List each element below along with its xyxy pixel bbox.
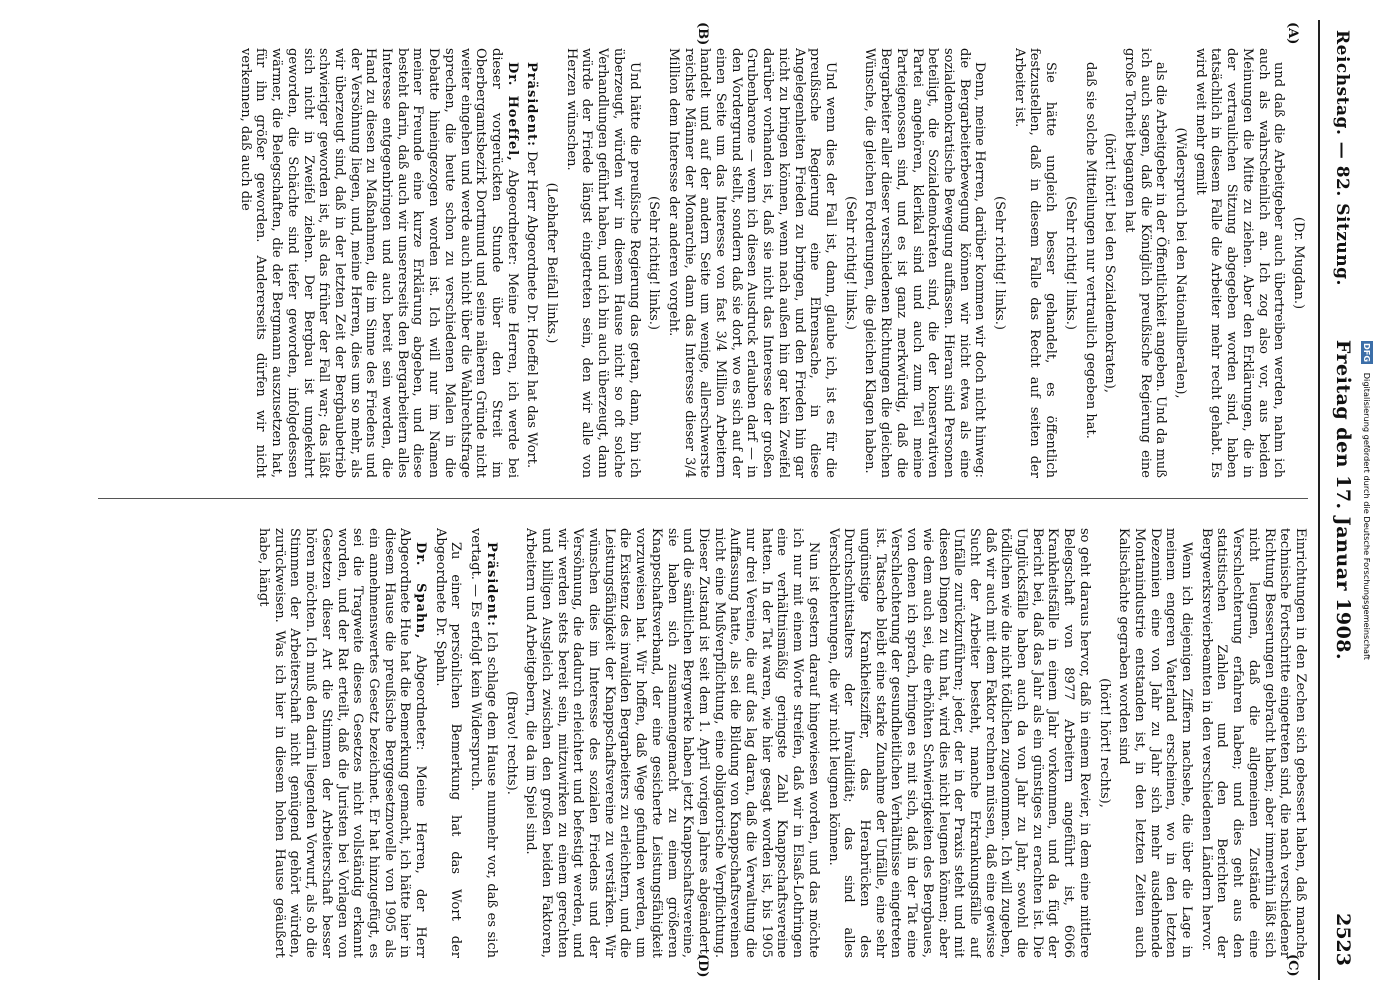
paragraph: Sie hätte ungleich besser gehandelt, es öffentlich festzustellen, daß in diesem Falle das Recht auf seiten der Arbeiter ist. [1011,48,1059,478]
speech-text: Abgeordneter: Meine Herren, der Herr Abgeordnete Hue hat die Bemerkung gemacht, ich hätte hier in diesem Hause die preußische Berggesetznovelle von 1905 als ein annehmenswertes Gesetz bezeichnet. Er hat hinzugefügt, es sei die Tragweite dieses Gesetzes nicht vollständig erkannt worden, und der Rat erteilt, daß die Juristen bei Vorlagen von Gesetzen dieser Art die Stimmen der Arbeiterschaft besser hören möchten. Ich muß den darin liegenden Vorwurf, als ob die Stimmen der Arbeiterschaft nicht genügend gehört würden, zurückweisen. Was ich hier in diesem hohen Hause geäußert habe, hängt [256,528,429,958]
left-column [98,48,1308,478]
header-session: Reichstag. — 82. Sitzung. [1332,30,1352,286]
column-divider [98,498,1308,499]
interjection: (hört! hört! rechts), [1096,678,1112,808]
margin-marker-b: (B) [695,22,710,46]
right-column [98,528,1308,958]
paragraph: so geht daraus hervor, daß in einem Revier, in dem eine mittlere Belegschaft von 8977 Arbeitern angeführt ist, 6066 Krankheitsfälle in einem Jahr vorkommen, und da fügt der Bericht bei, daß das Jahr als ein günstiges zu erachten ist. Die Unglücksfälle haben auch da von Jahr zu Jahr, sowohl die tödlichen wie die nicht tödlichen zugenommen. Ich will zugeben, daß wir auch mit dem Faktor rechnen müssen, daß eine gewisse Sucht der Arbeiter besteht, manche Erkrankungsfälle auf Unfälle zurückzuführen; jeder, der in der Praxis steht und mit diesen Dingen zu tun hat, wird dies nicht leugnen können; aber wie dem auch sei, die erhöhten Schwierigkeiten des Bergbaues, von denen ich sprach, bringen es mit sich, daß in der Tat eine Verschlechterung der gesundheitlichen Verhältnisse eingetreten ist. Tatsache bleibt eine starke Zunahme der Unfälle, eine sehr ungünstige Krankheitsziffer, das Herabrücken des Durchschnittsalters der Invalidität; das sind alles Verschlechterungen, die wir nicht leugnen können. [825,528,1092,958]
paragraph: und daß die Arbeitgeber auch übertreiben werden, nahm ich auch als wahrscheinlich an. Ich zog also vor, aus beiden Meinungen die Mitte zu ziehen. Aber den Erklärungen, die in der vertraulichen Sitzung abgegeben worden sind, haben tatsächlich in diesem Falle die Arbeiter mehr recht gehabt. Es wird weit mehr gemilt [1192,48,1287,478]
margin-marker-d: (D) [695,954,710,978]
interjection: (Lebhafter Beifall links.) [544,182,560,344]
digitization-credit [1355,10,1373,990]
paragraph: Denn, meine Herren, darüber kommen wir doch nicht hinweg: die Bergarbeiterbewegung können wir nicht etwa als eine sozialdemokratische Bewegung auffassen. Hieran sind Personen beteiligt, die Sozialdemokraten sind, die der konservativen Partei angehören, klerikal sind und auch zum Teil meine Parteigenossen sind, und es ist ganz merkwürdig, daß die Bergarbeiter aller dieser verschiedenen Richtungen die gleichen Wünsche, die gleichen Forderungen, die gleichen Klagen haben. [862,48,988,478]
speaker-name: Dr. Spahn, [413,542,429,640]
speech-text: Ich schlage dem Hause nunmehr vor, daß es sich vertagt. — Es erfolgt kein Widerspruch. [468,528,499,958]
scanned-page [60,20,1360,980]
speech-text: Abgeordneter: Meine Herren, ich werde bei dieser vorgerückten Stunde über den Streit im Oberbergamtsbezirk Dortmund und seine näheren Gründe nicht weiter eingehen und werde auch nicht über die Wahlrechtsfrage sprechen, die heute schon zu verschiedenen Malen in die Debatte hineingezogen worden ist. Ich will nur im Namen meiner Freunde eine kurze Erklärung abgeben, und diese besteht darin, daß auch wir unsererseits den Bergarbeitern alles Interesse entgegenbringen und auch bereit sein werden, die Hand zu diesen zu Maßnahmen, die im Sinne des Friedens und der Versöhnung liegen, und, meine Herren, dies um so mehr, als wir überzeugt sind, daß in der letzten Zeit der Bergbaubetrieb schwieriger geworden ist, als das früher der Fall war; das läßt sich nicht in Zweifel ziehen. Der Bergbau ist umgekehrt geworden, die Schächte sind tiefer geworden, infolgedessen wärmer, die Belegschaften, die der Bergmann auszusetzen hat, für ihn größer geworden. Andererseits dürfen wir nicht verkennen, daß auch die [237,48,520,478]
paragraph [255,528,428,958]
interjection: (hört! hört! bei den Sozialdemokraten), [1102,132,1118,394]
paragraph [237,48,520,478]
header-date: Freitag den 17. Januar 1908. [1332,339,1354,661]
interjection: (Sehr richtig! links.) [1062,196,1078,330]
interjection: (Sehr richtig! links.) [992,196,1008,330]
paragraph: Zu einer persönlichen Bemerkung hat das Wort der Abgeordnete Dr. Spahn. [432,528,464,958]
paragraph: als die Arbeitgeber in der Öffentlichkeit angeben. Und da muß ich auch sagen, daß die Königlich preußische Regierung eine große Torheit begangen hat [1121,48,1169,478]
paragraph: Nun ist gestern darauf hingewiesen worden, und das möchte ich nur mit einem Worte streifen, daß wir in Elsaß-Lothringen eine verhältnismäßig geringste Zahl Knappschaftsvereine hatten. In der Tat waren, wie hier gesagt worden ist, bis 1905 nur drei Vereine, die auf das lag daran, daß die Verwaltung die Auffassung hatte, als sei die Bildung von Knappschaftsvereinen nicht eine Mußverpflichtung, eine obligatorische Verpflichtung. Dieser Zustand ist seit dem 1. April vorigen Jahres abgeändert, und die sämtlichen Bergwerke haben jetzt Knappschaftsvereine, sie haben sich zusammengemacht zu einem größeren Knappschaftsverband, der eine gesicherte Leistungsfähigkeit vorzuweisen hat. Wir hoffen, daß Wege gefunden werden, um die Existenz des invaliden Bergarbeiters zu erleichtern, und die Leistungsfähigkeit der Knappschaftsvereine zu verstärken. Wir wünschen dies im Interesse des sozialen Friedens und der Versöhnung, die dadurch erleichtert und befestigt werden, und wir werden stets bereit sein, mitzuwirken zu einem gerechten und billigen Ausgleich zwischen den großen beiden Faktoren, Arbeitern und Arbeitgebern, die da im Spiel sind. [523,528,821,958]
speech-text: Der Herr Abgeordnete Dr. Hoeffel hat das Wort. [524,151,540,469]
interjection: (Sehr richtig! links.) [646,196,662,330]
paragraph: daß sie solche Mitteilungen nur vertraulich gegeben hat. [1082,62,1098,439]
interjection: (Bravo! rechts). [503,691,519,795]
dfg-logo: DFG [1362,342,1372,362]
margin-marker-a: (A) [1285,22,1300,45]
page-number: 2523 [1332,913,1354,966]
paragraph: Und wenn dies der Fall ist, dann, glaube ich, ist es für die preußische Regierung eine Ehrensache, in diese Angelegenheiten Frieden zu bringen, und den Frieden hin gar nicht zu bringen können, wenn nach außen hin gar kein Zweifel darüber vorhanden ist, daß sie nicht das Interesse der großen Grubenbarone — wenn ich diesen Ausdruck erlauben darf — in den Vordergrund stellt, sondern daß sie dort, wo es sich auf der einen Seite um das Interesse von fast 3/4 Million Arbeitern handelt und auf der andern Seite um wenige, allerschwerste reichste Männer der Monarchie, dann das Interesse dieser 3/4 Million dem Interesse der anderen vorgeht. [665,48,839,478]
page-header [1318,20,1360,980]
paragraph: Einrichtungen in den Zechen sich gebessert haben, daß manche technische Fortschritte eingetreten sind, die nach verschiedener Richtung Besserungen gebracht haben; aber immerhin läßt sich nicht leugnen, daß die allgemeinen Zustände eine Verschlechterung erfahren haben; und dies geht aus den statistischen Zahlen und den Berichten der Bergwerksrevierbeamten in den verschiedenen Ländern hervor. [1198,528,1308,958]
speaker-running-head: (Dr. Mugdan.) [1291,216,1306,310]
paragraph: Und hätte die preußische Regierung das getan, dann, bin ich überzeugt, würden wir in diesem Hause nicht so oft solche Verhandlungen geführt haben, und ich bin auch überzeugt, dann würde der Friede längst eingetreten sein, den wir alle von Herzen wünschen. [563,48,642,478]
speaker-name: Präsident: [483,542,499,627]
interjection: (Sehr richtig! links.) [842,196,858,330]
paragraph [467,528,498,958]
margin-marker-c: (C) [1285,954,1300,977]
speaker-name: Dr. Hoeffel, [504,62,520,162]
paragraph [524,48,540,478]
credit-text: Digitalisierung gefördert durch die Deutsche Forschungsgemeinschaft [1362,372,1372,660]
speaker-name: Präsident: [524,62,540,147]
interjection: (Widerspruch bei den Nationalliberalen), [1173,127,1189,399]
paragraph: Wenn ich diejenigen Ziffern nachsehe, die über die Lage in meinem engeren Vaterland erscheinen, wo in den letzten Dezennien eine von Jahr zu Jahr sich mehr ausdehnende Montanindustrie entstanden ist, in den letzten Zeiten auch Kalischächte gegraben worden sind [1116,528,1195,958]
